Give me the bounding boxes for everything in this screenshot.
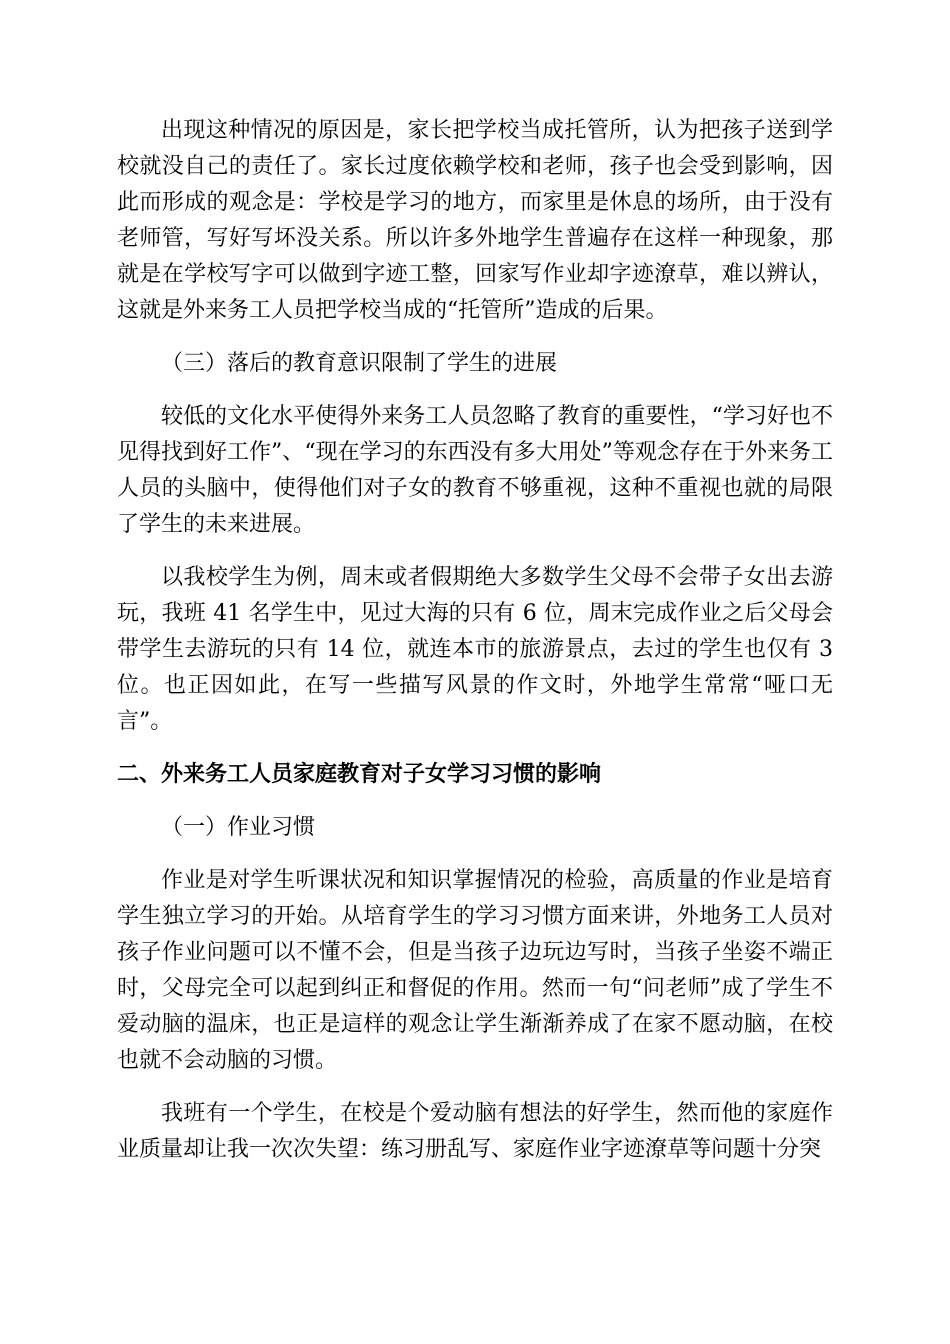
subheading-3: （三）落后的教育意识限制了学生的进展: [161, 351, 558, 376]
paragraph-education-awareness: 较低的文化水平使得外来务工人员忽略了教育的重要性，“学习好也不见得找到好工作”、“现在学习的东西没有多大用处”等观念存在于外来务工人员的头脑中，使得他们对子女的教育不够重视，这种不重视也就的局限了学生的未来进展。: [117, 404, 833, 537]
paragraph-homework: 作业是对学生听课状况和知识掌握情况的检验，高质量的作业是培育学生独立学习的开始。从培育学生的学习习惯方面来讲，外地务工人员对孩子作业问题可以不懂不会，但是当孩子边玩边写时，当孩子坐姿不端正时，父母完全可以起到纠正和督促的作用。然而一句“问老师”成了学生不爱动脑的温床，也正是這样的观念让学生渐渐养成了在家不愿动脑，在校也就不会动脑的习惯。: [117, 868, 833, 1073]
document-body: [117, 113, 833, 1168]
paragraph-cause: 出现这种情况的原因是，家长把学校当成托管所，认为把孩子送到学校就没自己的责任了。家长过度依赖学校和老师，孩子也会受到影响，因此而形成的观念是：学校是学习的地方，而家里是休息的场所，由于没有老师管，写好写坏没关系。所以许多外地学生普遍存在这样一种现象，那就是在学校写字可以做到字迹工整，回家写作业却字迹潦草，难以辨认，这就是外来务工人员把学校当成的“托管所”造成的后果。: [117, 118, 833, 323]
paragraph-student-case: 我班有一个学生，在校是个爱动脑有想法的好学生，然而他的家庭作业质量却让我一次次失望：练习册乱写、家庭作业字迹潦草等问题十分突: [117, 1101, 833, 1162]
section-heading-2: 二、外来务工人员家庭教育对子女学习习惯的影响: [117, 762, 602, 787]
paragraph-school-example: 以我校学生为例，周末或者假期绝大多数学生父母不会带子女出去游玩，我班 41 名学生中，见过大海的只有 6 位，周末完成作业之后父母会带学生去游玩的只有 14 位，就连本市的旅游景点，去过的学生也仅有 3 位。也正因如此，在写一些描写风景的作文时，外地学生常常“哑口无言”。: [117, 565, 833, 734]
subheading-1: （一）作业习惯: [161, 815, 316, 840]
